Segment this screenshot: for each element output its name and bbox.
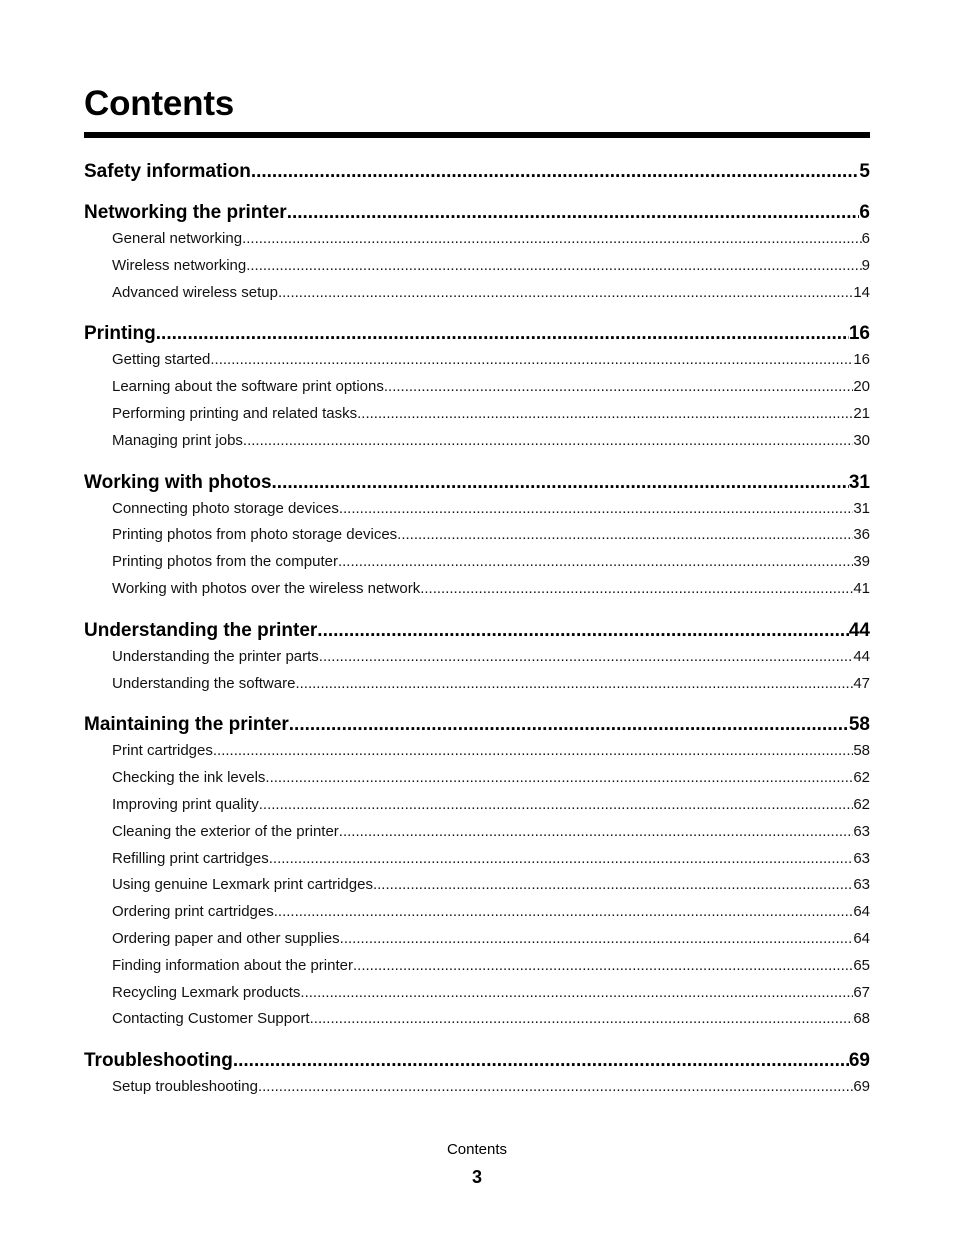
toc-subsection-entry-page: 41 bbox=[853, 579, 870, 597]
toc-subsection-entry[interactable] bbox=[112, 765, 870, 792]
toc-chapter-entry-label: Understanding the printer bbox=[84, 619, 318, 641]
toc-subsection-entry[interactable] bbox=[112, 671, 870, 698]
toc-subsection-entry[interactable] bbox=[112, 738, 870, 765]
dot-leader bbox=[357, 401, 853, 428]
toc-subsection-entry-page: 65 bbox=[853, 956, 870, 974]
toc-subsection-entry[interactable] bbox=[112, 280, 870, 307]
toc-subsection-entry-label: Performing printing and related tasks bbox=[112, 404, 358, 422]
toc-subsection-entry[interactable] bbox=[112, 428, 870, 455]
toc-chapter-entry[interactable] bbox=[84, 469, 870, 496]
toc-subsection-entry[interactable] bbox=[112, 576, 870, 603]
toc-subsection-entry-label: Connecting photo storage devices bbox=[112, 499, 339, 517]
toc-subsection-entry[interactable] bbox=[112, 401, 870, 428]
toc-subsection-entry-page: 58 bbox=[853, 742, 870, 760]
title-rule bbox=[84, 132, 870, 138]
toc-subsection-entry-page: 9 bbox=[861, 256, 870, 274]
dot-leader bbox=[233, 1047, 849, 1074]
toc-subsection-entry-page: 64 bbox=[853, 929, 870, 947]
toc-subsection-entry-label: Getting started bbox=[112, 351, 211, 369]
toc-subsection-entry[interactable] bbox=[112, 253, 870, 280]
toc-section bbox=[84, 199, 870, 306]
toc-section bbox=[84, 469, 870, 603]
toc-subsection-entry-label: Wireless networking bbox=[112, 256, 247, 274]
toc-subsection-entry-page: 67 bbox=[853, 983, 870, 1001]
dot-leader bbox=[319, 644, 854, 671]
toc-subsection-entry-label: General networking bbox=[112, 230, 243, 247]
toc-subsection-entry-page: 20 bbox=[853, 378, 870, 396]
toc-chapter-entry-label: Troubleshooting bbox=[84, 1050, 233, 1072]
toc-subsection-entry-label: Setup troubleshooting bbox=[112, 1078, 258, 1096]
dot-leader bbox=[289, 711, 849, 738]
toc-subsection-entry[interactable] bbox=[112, 496, 870, 523]
footer-page-number: 3 bbox=[471, 1167, 482, 1187]
toc-subsection-entry-label: Advanced wireless setup bbox=[112, 283, 278, 301]
dot-leader bbox=[420, 576, 853, 603]
dot-leader bbox=[210, 347, 853, 374]
toc-chapter-entry[interactable] bbox=[84, 617, 870, 644]
dot-leader bbox=[265, 765, 853, 792]
toc-subsection-entry-label: Contacting Customer Support bbox=[112, 1010, 310, 1028]
toc-subsection-entry[interactable] bbox=[112, 374, 870, 401]
toc-chapter-entry-page: 5 bbox=[859, 161, 870, 182]
toc-subsection-entry-page: 63 bbox=[853, 822, 870, 840]
toc-subsection-entry-page: 69 bbox=[853, 1078, 870, 1096]
dot-leader bbox=[353, 953, 853, 980]
toc-subsection-entry-label: Improving print quality bbox=[112, 795, 259, 813]
toc-subsection-entry-page: 14 bbox=[853, 283, 870, 301]
toc-subsection-entry[interactable] bbox=[112, 872, 870, 899]
dot-leader bbox=[243, 428, 853, 455]
dot-leader bbox=[397, 522, 853, 549]
toc-chapter-entry-label: Printing bbox=[84, 323, 156, 345]
toc-section bbox=[84, 711, 870, 1033]
toc-subsection-entry-page: 44 bbox=[853, 647, 870, 665]
toc-chapter-entry-page: 69 bbox=[848, 1050, 870, 1072]
toc-subsection-entry-page: 39 bbox=[853, 553, 870, 571]
toc-subsection-entry[interactable] bbox=[112, 926, 870, 953]
toc-section bbox=[84, 320, 870, 454]
toc-chapter-entry-page: 58 bbox=[848, 714, 870, 736]
toc-subsection-entry-label: Understanding the software bbox=[112, 674, 296, 692]
toc-subsection-entry[interactable] bbox=[112, 792, 870, 819]
toc-subsection-entry-page: 68 bbox=[853, 1010, 870, 1028]
toc-subsection-entry-page: 21 bbox=[853, 404, 870, 422]
table-of-contents bbox=[84, 158, 870, 1115]
toc-subsection-entry[interactable] bbox=[112, 644, 870, 671]
page-title: Contents bbox=[84, 84, 235, 123]
toc-subsection-entry[interactable] bbox=[112, 1006, 870, 1033]
toc-subsection-entry[interactable] bbox=[112, 347, 870, 374]
toc-chapter-entry[interactable] bbox=[84, 711, 870, 738]
toc-subsection-entry[interactable] bbox=[112, 980, 870, 1007]
footer-label: Contents bbox=[446, 1141, 508, 1158]
dot-leader bbox=[242, 226, 862, 253]
toc-subsection-entry-label: Printing photos from photo storage devices bbox=[112, 526, 398, 544]
toc-subsection-entry-page: 16 bbox=[853, 351, 870, 369]
dot-leader bbox=[339, 819, 854, 846]
toc-subsection-entry-label: Learning about the software print options bbox=[112, 378, 384, 396]
toc-subsection-entry-label: Printing photos from the computer bbox=[112, 553, 338, 571]
toc-subsection-entry-page: 62 bbox=[853, 795, 870, 813]
dot-leader bbox=[259, 792, 854, 819]
toc-subsection-entry-page: 6 bbox=[861, 230, 870, 247]
toc-chapter-entry-page: 31 bbox=[848, 471, 870, 493]
toc-chapter-entry-page: 44 bbox=[848, 619, 870, 641]
toc-subsection-entry-label: Understanding the printer parts bbox=[112, 647, 319, 665]
toc-subsection-entry-page: 63 bbox=[853, 849, 870, 867]
toc-subsection-entry-page: 30 bbox=[853, 431, 870, 449]
toc-subsection-entry-label: Refilling print cartridges bbox=[112, 849, 269, 867]
toc-subsection-entry-page: 47 bbox=[853, 674, 870, 692]
toc-subsection-entry-label: Managing print jobs bbox=[112, 431, 243, 449]
toc-subsection-entry-label: Recycling Lexmark products bbox=[112, 983, 301, 1001]
toc-chapter-entry-label: Working with photos bbox=[84, 471, 272, 493]
dot-leader bbox=[278, 280, 853, 307]
toc-subsection-entry-label: Checking the ink levels bbox=[112, 769, 266, 787]
toc-section bbox=[84, 617, 870, 698]
dot-leader bbox=[269, 846, 854, 873]
toc-subsection-entry[interactable] bbox=[112, 226, 870, 253]
dot-leader bbox=[287, 199, 860, 226]
toc-subsection-entry-label: Using genuine Lexmark print cartridges bbox=[112, 876, 373, 894]
dot-leader bbox=[340, 926, 854, 953]
toc-chapter-entry[interactable] bbox=[84, 1047, 870, 1074]
toc-subsection-entry-label: Working with photos over the wireless network bbox=[112, 579, 421, 597]
toc-chapter-entry[interactable] bbox=[84, 199, 870, 226]
toc-subsection-entry-label: Ordering paper and other supplies bbox=[112, 929, 340, 947]
toc-subsection-entry-page: 36 bbox=[853, 526, 870, 544]
dot-leader bbox=[251, 158, 860, 185]
dot-leader bbox=[295, 671, 853, 698]
toc-subsection-entry-page: 64 bbox=[853, 903, 870, 921]
toc-subsection-entry-label: Finding information about the printer bbox=[112, 956, 353, 974]
dot-leader bbox=[246, 253, 861, 280]
toc-chapter-entry-label: Safety information bbox=[84, 161, 251, 182]
toc-chapter-entry[interactable] bbox=[84, 320, 870, 347]
toc-subsection-entry-page: 62 bbox=[853, 769, 870, 787]
dot-leader bbox=[373, 872, 853, 899]
toc-chapter-entry[interactable] bbox=[84, 158, 870, 185]
dot-leader bbox=[156, 320, 849, 347]
dot-leader bbox=[258, 1074, 853, 1101]
dot-leader bbox=[213, 738, 853, 765]
toc-subsection-entry[interactable] bbox=[112, 846, 870, 873]
toc-subsection-entry[interactable] bbox=[112, 1074, 870, 1101]
dot-leader bbox=[310, 1006, 854, 1033]
toc-section bbox=[84, 1047, 870, 1101]
dot-leader bbox=[339, 496, 853, 523]
toc-subsection-entry[interactable] bbox=[112, 522, 870, 549]
toc-subsection-entry-label: Cleaning the exterior of the printer bbox=[112, 822, 339, 840]
toc-subsection-entry[interactable] bbox=[112, 953, 870, 980]
toc-chapter-entry-page: 16 bbox=[848, 323, 870, 345]
toc-subsection-entry[interactable] bbox=[112, 819, 870, 846]
dot-leader bbox=[317, 617, 849, 644]
toc-subsection-entry[interactable] bbox=[112, 549, 870, 576]
toc-subsection-entry[interactable] bbox=[112, 899, 870, 926]
dot-leader bbox=[384, 374, 853, 401]
dot-leader bbox=[300, 980, 853, 1007]
dot-leader bbox=[272, 469, 849, 496]
toc-chapter-entry-label: Maintaining the printer bbox=[84, 714, 289, 736]
dot-leader bbox=[274, 899, 854, 926]
toc-subsection-entry-page: 31 bbox=[853, 499, 870, 517]
toc-subsection-entry-label: Ordering print cartridges bbox=[112, 903, 274, 921]
toc-chapter-entry-page: 6 bbox=[859, 202, 870, 223]
toc-subsection-entry-label: Print cartridges bbox=[112, 742, 213, 760]
toc-subsection-entry-page: 63 bbox=[853, 876, 870, 894]
toc-chapter-entry-label: Networking the printer bbox=[84, 202, 287, 223]
toc-section bbox=[84, 158, 870, 185]
dot-leader bbox=[338, 549, 853, 576]
